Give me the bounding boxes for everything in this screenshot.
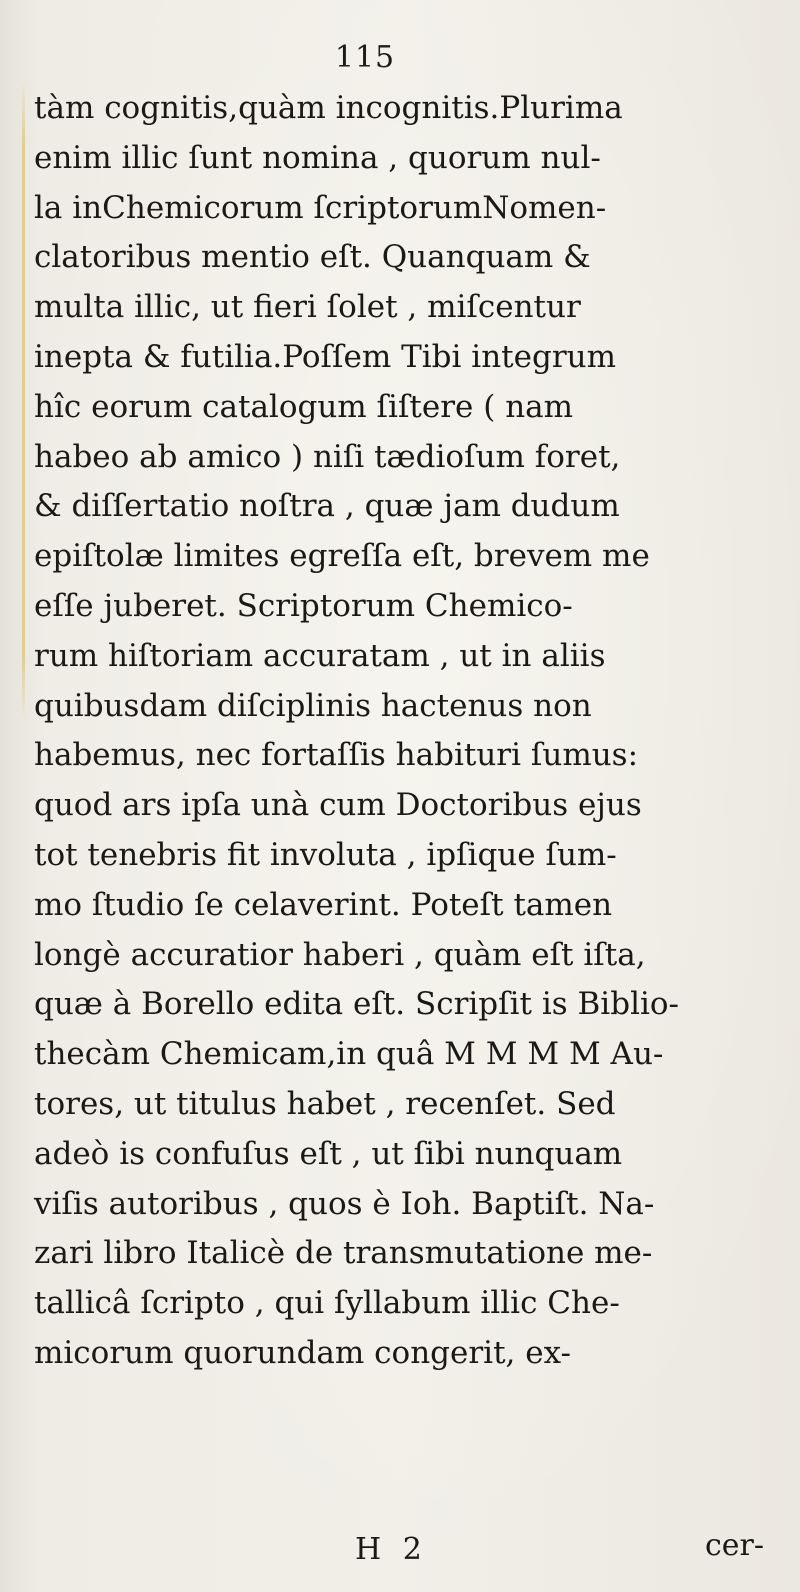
body-text xyxy=(34,84,786,1379)
text-line-2: enim illic ſunt nomina , quorum nul- xyxy=(34,139,601,176)
page-number: 115 xyxy=(334,40,396,75)
text-line-21: tores, ut titulus habet , recenſet. Sed xyxy=(34,1085,616,1122)
text-line-16: tot tenebris fit involuta , ipſique ſum- xyxy=(34,836,617,873)
text-line-26: micorum quorundam congerit, ex- xyxy=(34,1334,572,1371)
text-line-11: eſſe juberet. Scriptorum Chemico- xyxy=(34,587,573,624)
text-line-7: hîc eorum catalogum ſiſtere ( nam xyxy=(34,388,574,425)
text-line-12: rum hiſtoriam accuratam , ut in aliis xyxy=(34,637,606,674)
text-line-24: zari libro Italicè de transmutatione me- xyxy=(34,1235,653,1272)
catchword: cer- xyxy=(705,1528,765,1563)
text-line-1: tàm cognitis,quàm incognitis.Plurima xyxy=(34,90,623,126)
text-line-8: habeo ab amico ) niſi tædioſum foret, xyxy=(34,438,621,475)
text-line-14: habemus, nec fortaſſis habituri ſumus: xyxy=(34,737,639,774)
text-line-20: thecàm Chemicam,in quâ M M M M Au- xyxy=(34,1036,664,1073)
text-line-10: epiſtolæ limites egreſſa eſt, brevem me xyxy=(34,538,650,575)
text-line-6: inepta & futilia.Poſſem Tibi integrum xyxy=(34,338,617,375)
text-line-17: mo ſtudio ſe celaverint. Poteſt tamen xyxy=(34,886,613,923)
signature-mark: H 2 xyxy=(355,1532,428,1567)
text-line-4: clatoribus mentio eſt. Quanquam & xyxy=(34,239,591,276)
text-line-9: & diſſertatio noſtra , quæ jam dudum xyxy=(34,488,620,525)
text-line-22: adeò is confuſus eſt , ut ſibi nunquam xyxy=(34,1135,623,1172)
text-line-5: multa illic, ut fieri ſolet , miſcentur xyxy=(34,289,581,326)
text-line-3: la inChemicorum ſcriptorumNomen- xyxy=(34,189,607,226)
text-line-19: quæ à Borello edita eſt. Scripſit is Biblio- xyxy=(34,986,680,1023)
text-line-23: viſis autoribus , quos è Ioh. Baptiſt. Na- xyxy=(34,1185,655,1222)
text-line-18: longè accuratior haberi , quàm eſt iſta, xyxy=(34,936,646,973)
text-line-13: quibusdam diſciplinis hactenus non xyxy=(34,687,592,724)
page-edge-stain xyxy=(22,80,25,720)
text-line-25: tallicâ ſcripto , qui ſyllabum illic Che- xyxy=(34,1285,620,1322)
text-line-15: quod ars ipſa unà cum Doctoribus ejus xyxy=(34,787,642,824)
